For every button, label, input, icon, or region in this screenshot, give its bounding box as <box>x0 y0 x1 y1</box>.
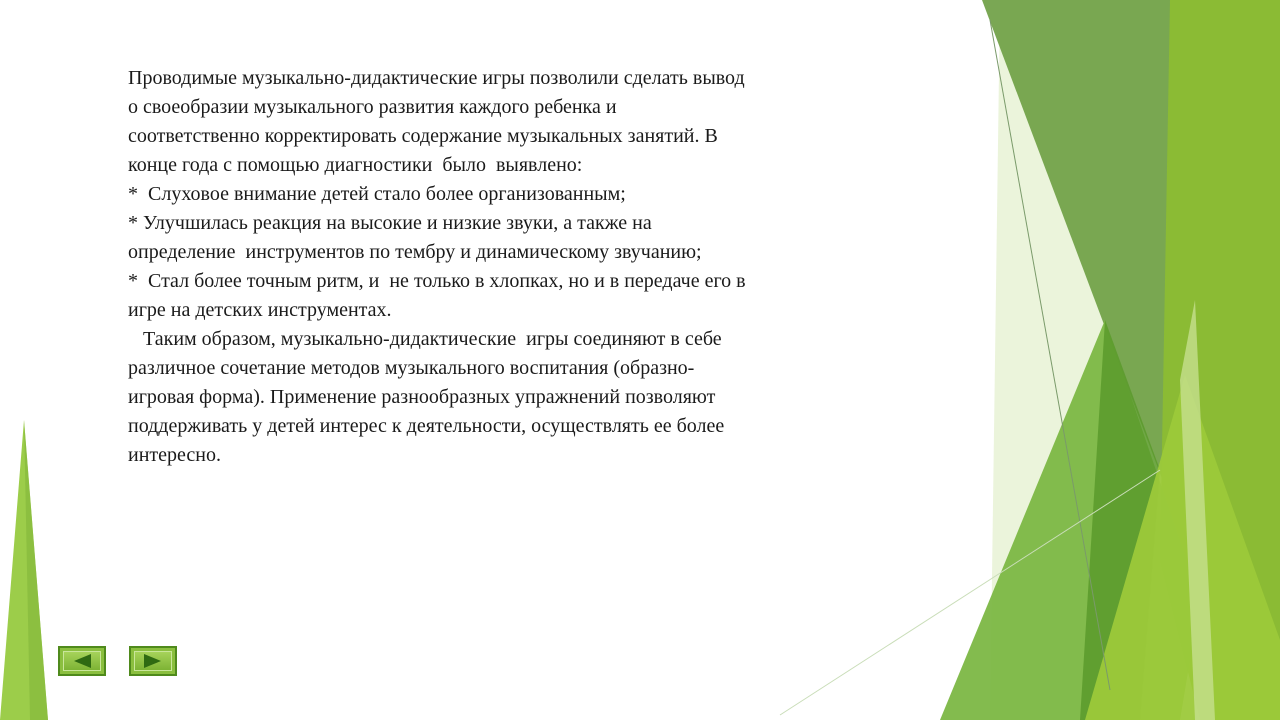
triangle-right-icon <box>142 653 164 669</box>
next-slide-button-face <box>134 651 172 671</box>
next-slide-button[interactable] <box>129 646 177 676</box>
bullet-pitch-reaction: * Улучшилась реакция на высокие и низкие звуки, а также на определение инструментов по тембру и динамическому звучанию; <box>128 212 702 263</box>
body-text <box>128 64 751 470</box>
paragraph-intro: Проводимые музыкально-дидактические игры позволили сделать вывод о своеобразии музыкального развития каждого ребенка и соответственно корректировать содержание музыкальных занятий. В конце года с помощью диагностики было выявлено: <box>128 67 750 176</box>
bullet-rhythm: * Стал более точным ритм, и не только в хлопках, но и в передаче его в игре на детских инструментах. <box>128 270 751 321</box>
bullet-auditory-attention: * Слуховое внимание детей стало более организованным; <box>128 183 626 205</box>
prev-slide-button-face <box>63 651 101 671</box>
paragraph-conclusion: Таким образом, музыкально-дидактические игры соединяют в себе различное сочетание методов музыкального воспитания (образно-игровая форма). Применение разнообразных упражнений позволяют поддерживать у детей интерес к деятельности, осуществлять ее более интересно. <box>128 328 730 466</box>
prev-slide-button[interactable] <box>58 646 106 676</box>
triangle-left-icon <box>71 653 93 669</box>
